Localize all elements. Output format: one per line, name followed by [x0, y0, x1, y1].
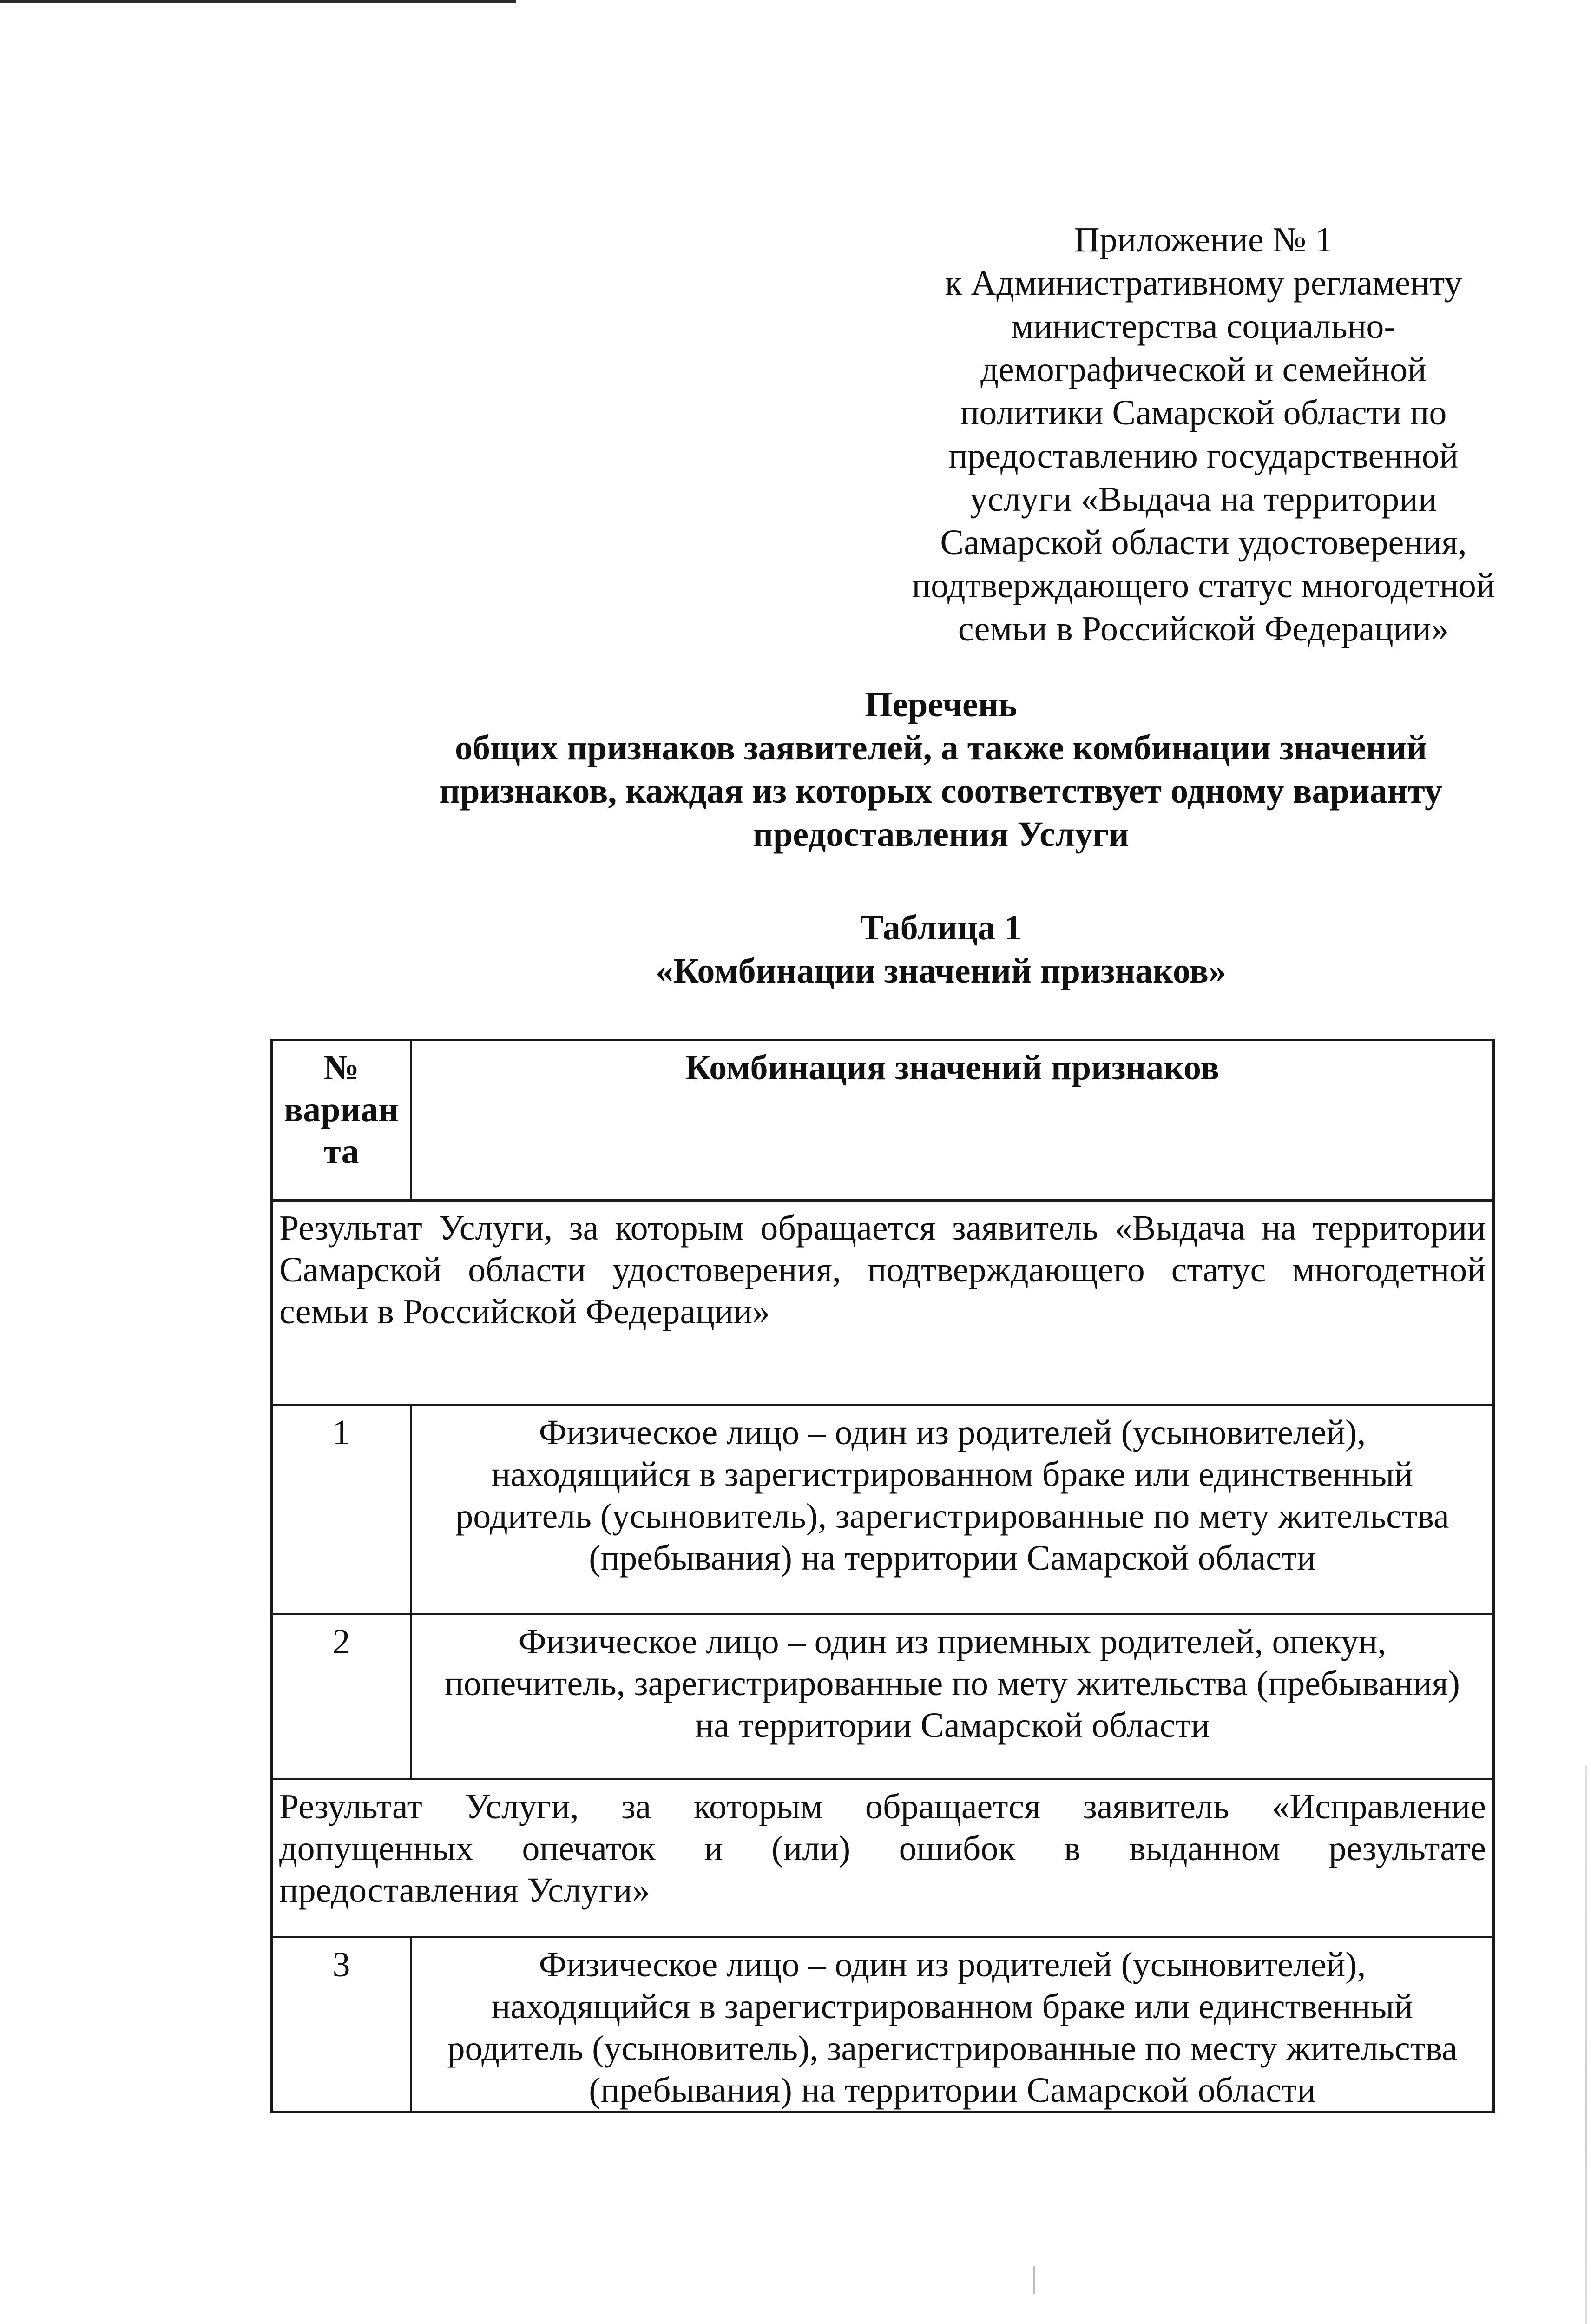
word: удостоверения, — [612, 1250, 842, 1289]
word: Услуги, — [465, 1787, 579, 1826]
appendix-line: министерства социально- — [1011, 307, 1396, 346]
appendix-line: политики Самарской области по — [960, 393, 1447, 432]
result-line — [279, 1786, 1486, 1828]
word: «Исправление — [1272, 1787, 1486, 1826]
word: обращается — [760, 1208, 936, 1248]
result-line: предоставления Услуги» — [279, 1871, 650, 1910]
variant-line: (пребывания) на территории Самарской области — [589, 2071, 1316, 2110]
appendix-line: семьи в Российской Федерации» — [958, 609, 1449, 648]
appendix-line: к Административному регламенту — [945, 264, 1462, 303]
word: которым — [615, 1208, 744, 1248]
document-heading — [260, 683, 1591, 856]
variant-number: 1 — [272, 1405, 411, 1614]
stray-mark — [1033, 2266, 1035, 2294]
heading-line: признаков, каждая из которых соответствует одному варианту — [440, 772, 1442, 811]
table-header-row — [272, 1040, 1494, 1201]
result-row — [272, 1779, 1494, 1937]
word: Услуги, — [439, 1208, 553, 1248]
variant-number: 3 — [272, 1937, 411, 2113]
word: ошибок — [899, 1829, 1016, 1868]
result-cell — [272, 1779, 1494, 1937]
appendix-line: Самарской области удостоверения, — [940, 523, 1467, 562]
header-num-line: вариан — [284, 1090, 399, 1129]
variant-line: находящийся в зарегистрированном браке или единственный — [491, 1455, 1413, 1494]
table-title-line: «Комбинации значений признаков» — [656, 951, 1226, 990]
variant-line: родитель (усыновитель), зарегистрированные по месту жительства — [447, 2029, 1458, 2068]
variant-line: попечитель, зарегистрированные по мету жительства (пребывания) — [445, 1664, 1460, 1703]
variant-description — [411, 1614, 1494, 1779]
variant-row — [272, 1614, 1494, 1779]
word: допущенных — [279, 1829, 473, 1868]
variant-line: Физическое лицо – один из приемных родителей, опекун, — [518, 1622, 1387, 1661]
word: Результат — [279, 1208, 422, 1248]
word: в — [1064, 1829, 1081, 1868]
heading-line: общих признаков заявителей, а также комбинации значений — [455, 728, 1427, 767]
word: (или) — [771, 1829, 851, 1868]
variant-line: находящийся в зарегистрированном браке или единственный — [491, 1987, 1413, 2026]
word: выданном — [1129, 1829, 1281, 1868]
word: опечаток — [522, 1829, 656, 1868]
variant-description — [411, 1405, 1494, 1614]
result-cell — [272, 1201, 1494, 1405]
result-line — [279, 1249, 1486, 1291]
variant-line: (пребывания) на территории Самарской области — [589, 1538, 1316, 1578]
appendix-line: демографической и семейной — [980, 350, 1427, 389]
variant-line: Физическое лицо – один из родителей (усыновителей), — [539, 1413, 1366, 1452]
appendix-line: подтверждающего статус многодетной — [912, 566, 1495, 605]
word: заявитель — [1083, 1787, 1229, 1826]
word: области — [468, 1250, 586, 1289]
result-line — [279, 1828, 1486, 1869]
scan-edge-right — [1585, 1766, 1587, 2324]
appendix-note — [855, 218, 1552, 651]
header-num-line: № — [323, 1048, 359, 1087]
heading-line: предоставления Услуги — [753, 815, 1129, 854]
variant-line: родитель (усыновитель), зарегистрированные по мету жительства — [455, 1497, 1449, 1536]
word: которым — [693, 1787, 823, 1826]
variant-line: Физическое лицо – один из родителей (усыновителей), — [539, 1945, 1366, 1984]
word: на — [1262, 1208, 1296, 1248]
word: статус — [1171, 1250, 1266, 1289]
header-combination: Комбинация значений признаков — [411, 1040, 1494, 1201]
variant-description — [411, 1937, 1494, 2113]
appendix-line: услуги «Выдача на территории — [970, 480, 1437, 519]
word: подтверждающего — [867, 1250, 1145, 1289]
word: и — [704, 1829, 723, 1868]
heading-line: Перечень — [865, 685, 1017, 724]
appendix-line: предоставлению государственной — [948, 436, 1459, 475]
header-variant-number — [272, 1040, 411, 1201]
variant-row — [272, 1937, 1494, 2113]
scan-edge-top — [0, 0, 516, 3]
word: территории — [1312, 1208, 1486, 1248]
word: заявитель — [952, 1208, 1098, 1248]
header-num-line: та — [323, 1132, 359, 1171]
variant-number: 2 — [272, 1614, 411, 1779]
word: Результат — [279, 1787, 422, 1826]
word: «Выдача — [1114, 1208, 1245, 1248]
table-title — [260, 906, 1591, 993]
variant-line: на территории Самарской области — [695, 1706, 1210, 1745]
result-row — [272, 1201, 1494, 1405]
combinations-table — [270, 1039, 1495, 2113]
result-line: семьи в Российской Федерации» — [279, 1292, 770, 1331]
word: за — [569, 1208, 599, 1248]
table-title-line: Таблица 1 — [860, 908, 1022, 947]
word: обращается — [865, 1787, 1041, 1826]
word: Самарской — [279, 1250, 442, 1289]
word: многодетной — [1292, 1250, 1486, 1289]
word: за — [621, 1787, 651, 1826]
appendix-line: Приложение № 1 — [1074, 220, 1333, 259]
variant-row — [272, 1405, 1494, 1614]
word: результате — [1328, 1829, 1486, 1868]
result-line — [279, 1207, 1486, 1249]
